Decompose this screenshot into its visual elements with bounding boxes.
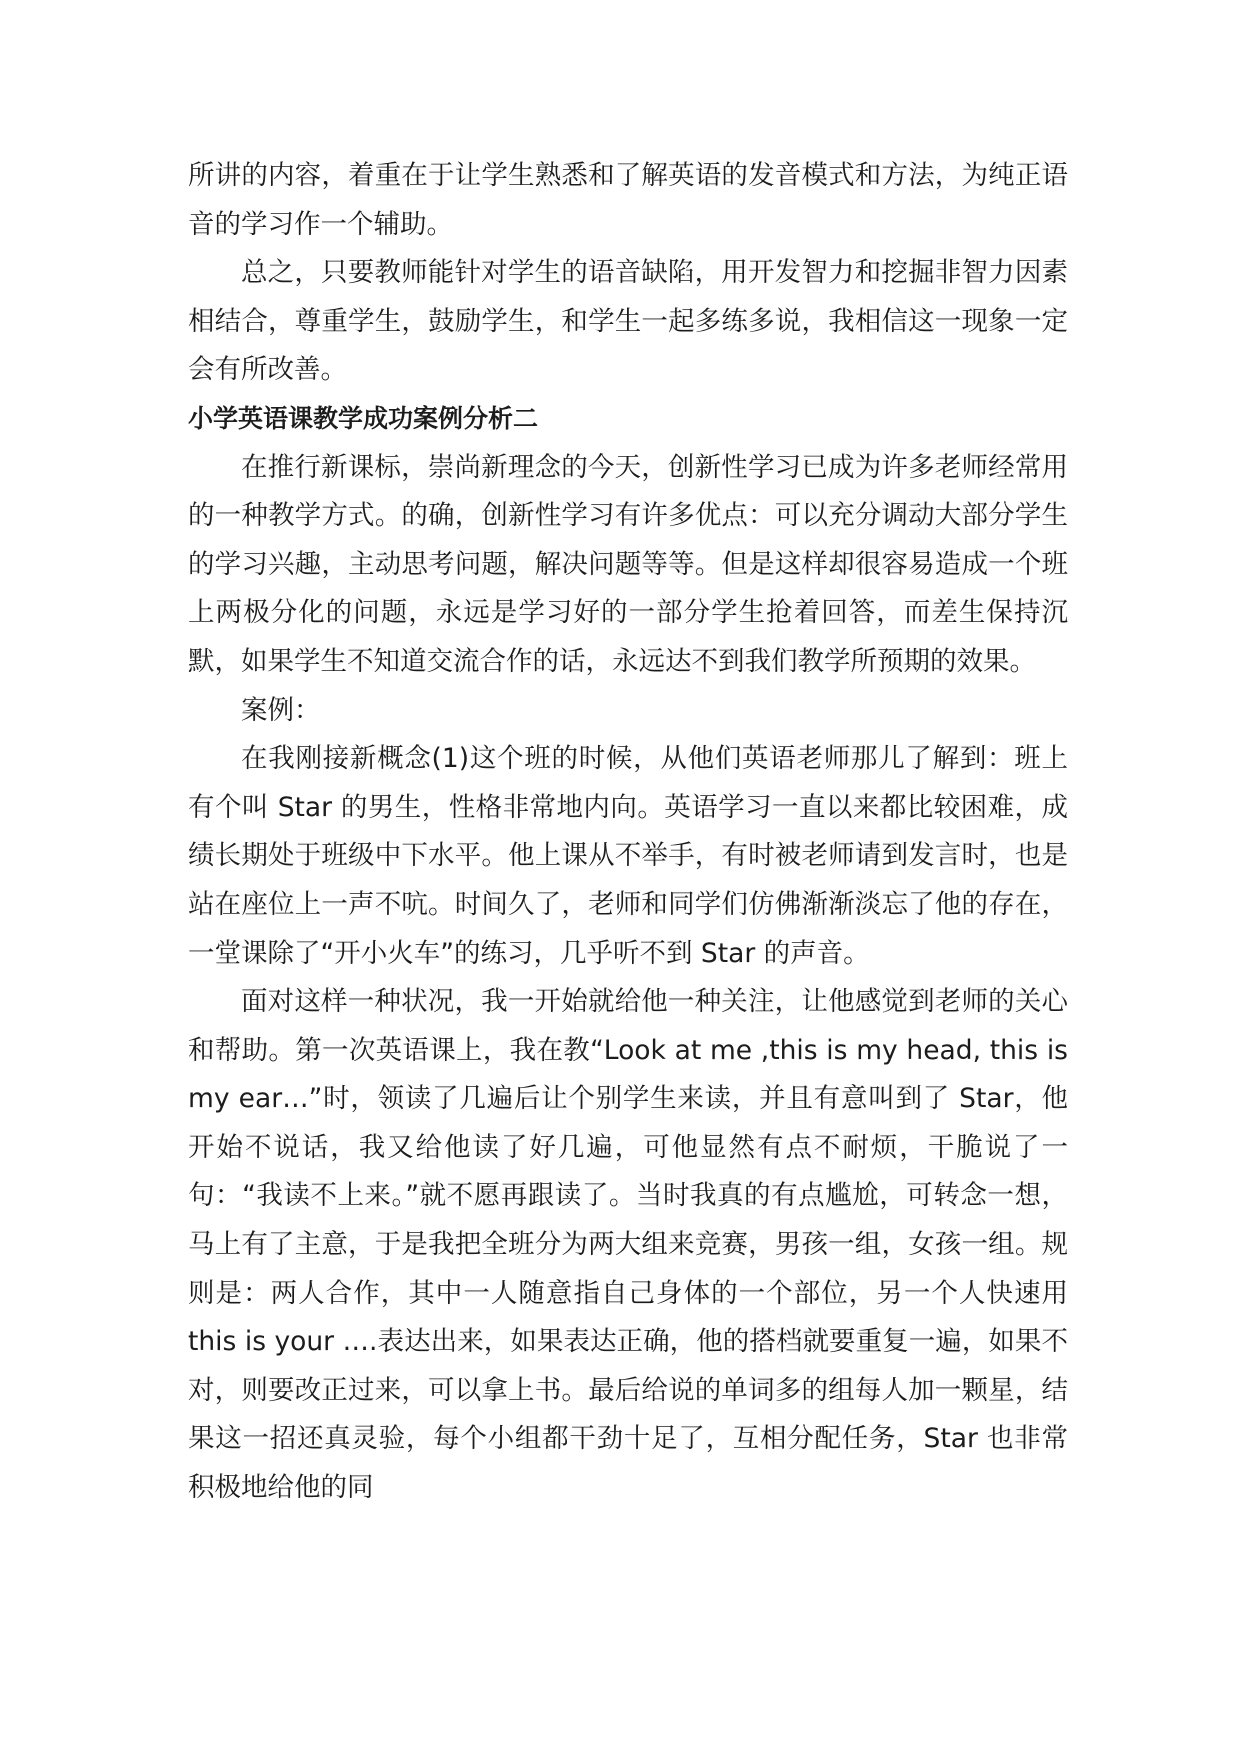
case-label: 案例： bbox=[241, 694, 321, 726]
section-heading: 小学英语课教学成功案例分析二 bbox=[188, 403, 539, 433]
body-paragraph: 在我刚接新概念(1)这个班的时候，从他们英语老师那儿了解到：班上有个叫 Star 的男生，性格非常地内向。英语学习一直以来都比较困难，成绩长期处于班级中下水平。他上课从不举手，有时被老师请到发言时，也是站在座位上一声不吭。时间久了，老师和同学们仿佛渐渐淡忘了他的存在，一堂课除了“开小火车”的练习，几乎听不到 Star 的声音。 bbox=[188, 743, 1068, 969]
body-paragraph: 面对这样一种状况，我一开始就给他一种关注，让他感觉到老师的关心和帮助。第一次英语课上，我在教“Look at me ,this is my head, this is my ear…”时，领读了几遍后让个别学生来读，并且有意叫到了 Star，他开始不说话，我又给他读了好几遍，可他显然有点不耐烦，干脆说了一句：“我读不上来。”就不愿再跟读了。当时我真的有点尴尬，可转念一想，马上有了主意，于是我把全班分为两大组来竞赛，男孩一组，女孩一组。规则是：两人合作，其中一人随意指自己身体的一个部位，另一个人快速用 this is your ….表达出来，如果表达正确，他的搭档就要重复一遍，如果不对，则要改正过来，可以拿上书。最后给说的单词多的组每人加一颗星，结果这一招还真灵验，每个小组都干劲十足了，互相分配任务，Star 也非常积极地给他的同 bbox=[188, 986, 1068, 1504]
document-page bbox=[188, 152, 1068, 1513]
body-paragraph: 在推行新课标，崇尚新理念的今天，创新性学习已成为许多老师经常用的一种教学方式。的确，创新性学习有许多优点：可以充分调动大部分学生的学习兴趣，主动思考问题，解决问题等等。但是这样却很容易造成一个班上两极分化的问题，永远是学习好的一部分学生抢着回答，而差生保持沉默，如果学生不知道交流合作的话，永远达不到我们教学所预期的效果。 bbox=[188, 451, 1068, 677]
body-paragraph: 总之，只要教师能针对学生的语音缺陷，用开发智力和挖掘非智力因素相结合，尊重学生，鼓励学生，和学生一起多练多说，我相信这一现象一定会有所改善。 bbox=[188, 257, 1068, 386]
body-paragraph: 所讲的内容，着重在于让学生熟悉和了解英语的发音模式和方法，为纯正语音的学习作一个辅助。 bbox=[188, 160, 1068, 240]
